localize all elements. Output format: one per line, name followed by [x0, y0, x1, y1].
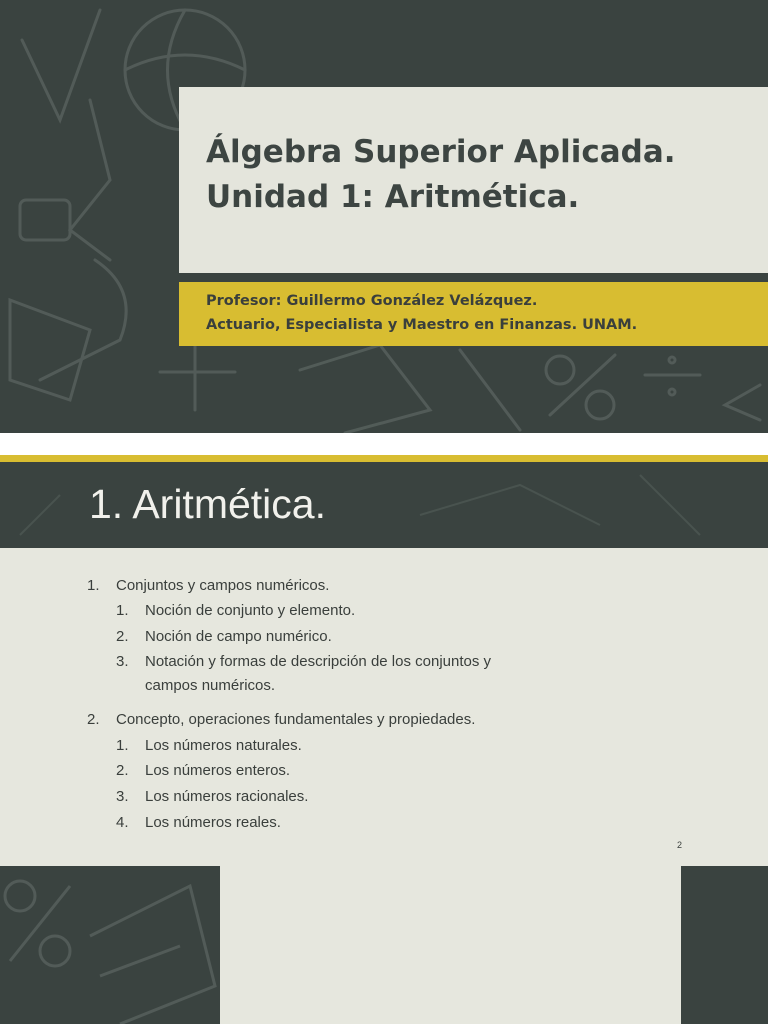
list-item-text: Noción de campo numérico. [145, 628, 332, 645]
list-item-text: Los números naturales. [145, 737, 302, 754]
list-item-text: Los números enteros. [145, 762, 291, 779]
list-item-number: 2. [116, 762, 129, 779]
author-name: Profesor: Guillermo González Velázquez. [206, 293, 538, 309]
percent-doodle [0, 866, 220, 1024]
list-item-number: 1. [87, 577, 100, 594]
list-item-number: 4. [116, 814, 129, 831]
list-item-number: 3. [116, 653, 129, 670]
slide-title-line-1: Álgebra Superior Aplicada. [206, 134, 676, 170]
list-item-text: Los números racionales. [145, 788, 309, 805]
author-band [179, 282, 768, 346]
next-slide-partial [0, 866, 768, 1024]
list-item-number: 3. [116, 788, 129, 805]
list-item-number: 1. [116, 602, 129, 619]
list-item-number: 2. [116, 628, 129, 645]
list-item-number: 1. [116, 737, 129, 754]
list-item-text: campos numéricos. [145, 677, 276, 694]
list-item-text: Noción de conjunto y elemento. [145, 602, 356, 619]
list-item-text: Los números reales. [145, 814, 281, 831]
paper-panel [220, 866, 681, 1024]
chalkboard-panel-right [681, 866, 768, 1024]
list-item-text: Conjuntos y campos numéricos. [116, 577, 330, 594]
slide-gap [0, 433, 768, 455]
list-item-number: 2. [87, 711, 100, 728]
page-number: 2 [677, 840, 683, 850]
slide-title-line-2: Unidad 1: Aritmética. [206, 179, 580, 215]
heading-band [0, 455, 768, 548]
content-slide [0, 455, 768, 866]
chalkboard-panel-left [0, 866, 220, 1024]
slide-heading: 1. Aritmética. [89, 481, 326, 527]
title-slide [0, 0, 768, 433]
title-box [179, 87, 768, 273]
list-item-text: Concepto, operaciones fundamentales y propiedades. [116, 711, 476, 728]
list-item-text: Notación y formas de descripción de los conjuntos y [145, 653, 492, 670]
author-credentials: Actuario, Especialista y Maestro en Finanzas. UNAM. [206, 317, 638, 333]
